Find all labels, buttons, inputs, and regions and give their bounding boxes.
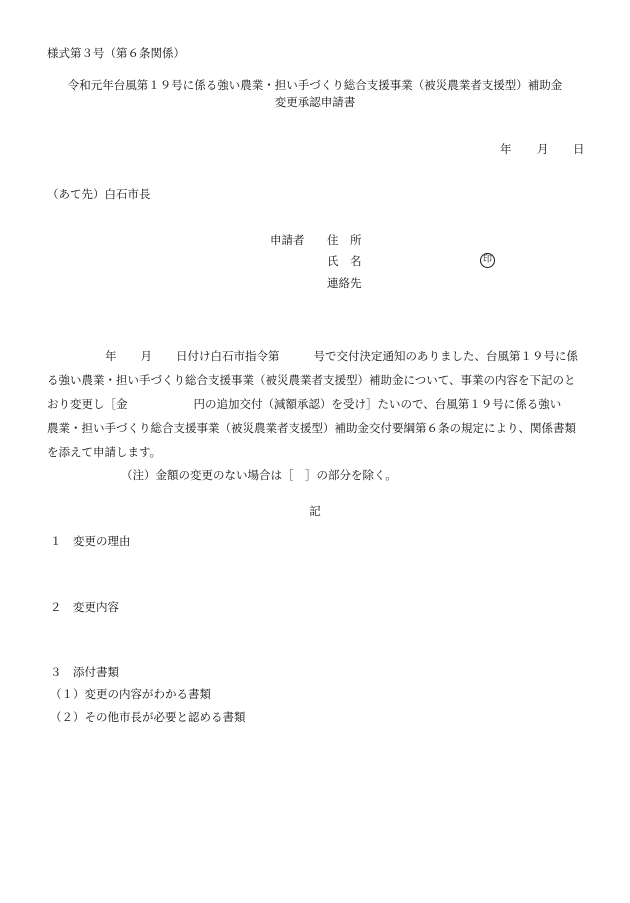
section-2-label: 変更内容 bbox=[73, 600, 119, 614]
ki-heading: 記 bbox=[309, 504, 321, 518]
section-2-number: ２ bbox=[50, 600, 62, 614]
name-label: 氏 名 bbox=[327, 254, 362, 268]
date-day: 日 bbox=[573, 142, 585, 156]
form-id: 様式第３号（第６条関係） bbox=[47, 46, 185, 60]
section-3-label: 添付書類 bbox=[73, 665, 119, 679]
seal-icon: 印 bbox=[480, 253, 495, 268]
attachment-item-2: （２）その他市長が必要と認める書類 bbox=[50, 710, 246, 724]
section-1-label: 変更の理由 bbox=[73, 534, 131, 548]
section-1-number: １ bbox=[50, 534, 62, 548]
body-line-1 bbox=[47, 344, 587, 368]
contact-label: 連絡先 bbox=[327, 276, 362, 290]
body-year: 年 bbox=[105, 349, 117, 363]
body-month: 月 bbox=[140, 349, 152, 363]
body-amount-prefix: おり変更し［金 bbox=[47, 397, 128, 411]
note: （注）金額の変更のない場合は［ ］の部分を除く。 bbox=[121, 468, 397, 482]
body-line-3 bbox=[47, 392, 587, 416]
body-order-prefix: 日付け白石市指令第 bbox=[176, 349, 280, 363]
date-year: 年 bbox=[500, 142, 512, 156]
addressee: （あて先）白石市長 bbox=[47, 187, 151, 201]
body-paragraph bbox=[47, 344, 587, 464]
body-line-2: る強い農業・担い手づくり総合支援事業（被災農業者支援型）補助金について、事業の内容を下記のと bbox=[47, 373, 576, 387]
body-line-5: を添えて申請します。 bbox=[47, 445, 162, 459]
date-month: 月 bbox=[537, 142, 549, 156]
document-title-line2: 変更承認申請書 bbox=[274, 95, 356, 109]
document-title-line1: 令和元年台風第１９号に係る強い農業・担い手づくり総合支援事業（被災農業者支援型）補助金 bbox=[67, 78, 563, 92]
body-line3-rest: 円の追加交付（減額承認）を受け］たいので、台風第１９号に係る強い bbox=[193, 397, 562, 411]
attachment-item-1: （１）変更の内容がわかる書類 bbox=[50, 687, 211, 701]
applicant-label: 申請者 bbox=[270, 233, 305, 247]
section-3-number: ３ bbox=[50, 665, 62, 679]
address-label: 住 所 bbox=[327, 233, 362, 247]
body-line-4: 農業・担い手づくり総合支援事業（被災農業者支援型）補助金交付要綱第６条の規定により、関係書類 bbox=[47, 421, 576, 435]
body-line1-rest: 号で交付決定通知のありました、台風第１９号に係 bbox=[313, 349, 578, 363]
